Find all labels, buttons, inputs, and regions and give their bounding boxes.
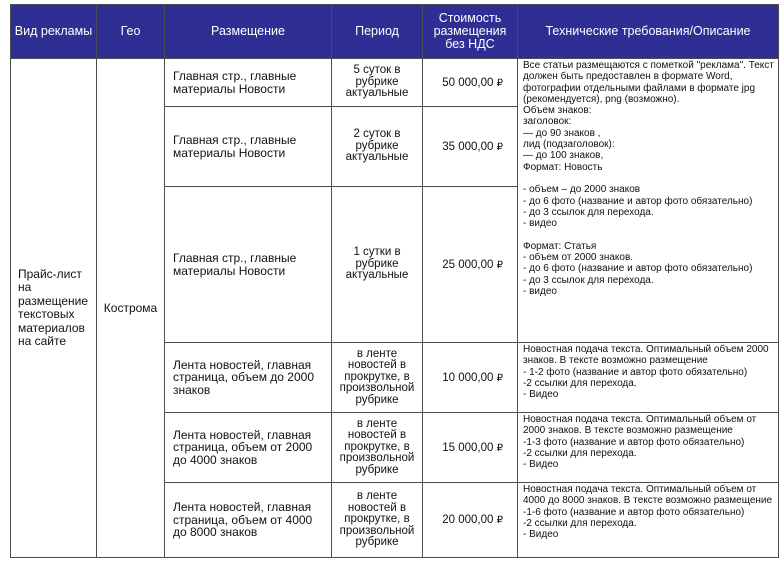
cost-cell [423,107,518,187]
cost-value: 35 000,00 [442,140,494,153]
cost-value: 50 000,00 [442,76,494,89]
ruble-sign: ₽ [496,515,503,526]
table-row [11,59,779,107]
header-period: Период [332,5,423,59]
header-ad-type: Вид рекламы [11,5,97,59]
cost-cell [423,187,518,343]
description-cell: Новостная подача текста. Оптимальный объем от 2000 знаков. В тексте возможно размещение -1-3 фото (название и автор фото обязательно) -2 ссылки для перехода. - Видео [518,413,779,483]
ruble-sign: ₽ [496,259,503,271]
placement-cell: Главная стр., главные материалы Новости [165,59,332,107]
price-table [10,4,779,558]
period-cell: в ленте новостей в прокрутке, в произвольной рубрике [332,343,423,413]
period-cell: 2 суток в рубрике актуальные [332,107,423,187]
placement-cell: Главная стр., главные материалы Новости [165,107,332,187]
main-description-cell: Все статьи размещаются с пометкой "реклама". Текст должен быть предоставлен в формате Word, фотографии отдельными файлами в формате jpg (рекомендуется), png (возможно). Объем знаков: заголовок: — до 90 знаков , лид (подзаголовок): — до 100 знаков, Формат: Новость - объем – до 2000 знаков - до 6 фото (название и автор фото обязательно) - до 3 ссылок для перехода. - видео Формат: Статья - объем от 2000 знаков. - до 6 фото (название и автор фото обязательно) - до 3 ссылок для перехода. - видео [518,59,779,343]
ruble-sign: ₽ [496,141,503,153]
description-cell: Новостная подача текста. Оптимальный объем от 4000 до 8000 знаков. В тексте возможно размещение -1-6 фото (название и автор фото обязательно) -2 ссылки для перехода. - Видео [518,483,779,558]
period-cell: 5 суток в рубрике актуальные [332,59,423,107]
cost-cell [423,413,518,483]
ad-type-cell: Прайс-лист на размещение текстовых материалов на сайте [11,59,97,558]
cost-value: 10 000,00 [442,371,494,384]
placement-cell: Главная стр., главные материалы Новости [165,187,332,343]
cost-cell [423,483,518,558]
ruble-sign: ₽ [496,77,503,89]
header-placement: Размещение [165,5,332,59]
header-cost: Стоимость размещения без НДС [423,5,518,59]
cost-cell [423,59,518,107]
placement-cell: Лента новостей, главная страница, объем до 2000 знаков [165,343,332,413]
ruble-sign: ₽ [496,372,503,384]
placement-cell: Лента новостей, главная страница, объем от 4000 до 8000 знаков [165,483,332,558]
header-description: Технические требования/Описание [518,5,779,59]
period-cell: в ленте новостей в прокрутке, в произвольной рубрике [332,483,423,558]
placement-cell: Лента новостей, главная страница, объем от 2000 до 4000 знаков [165,413,332,483]
cost-value: 25 000,00 [442,258,494,271]
geo-cell: Кострома [97,59,165,558]
ruble-sign: ₽ [496,442,503,454]
header-geo: Гео [97,5,165,59]
header-row [11,5,779,59]
cost-cell [423,343,518,413]
cost-value: 20 000,00 [442,514,494,526]
cost-value: 15 000,00 [442,441,494,454]
period-cell: 1 сутки в рубрике актуальные [332,187,423,343]
period-cell: в ленте новостей в прокрутке, в произвольной рубрике [332,413,423,483]
description-cell: Новостная подача текста. Оптимальный объем 2000 знаков. В тексте возможно размещение - 1-2 фото (название и автор фото обязательно) -2 ссылки для перехода. - Видео [518,343,779,413]
